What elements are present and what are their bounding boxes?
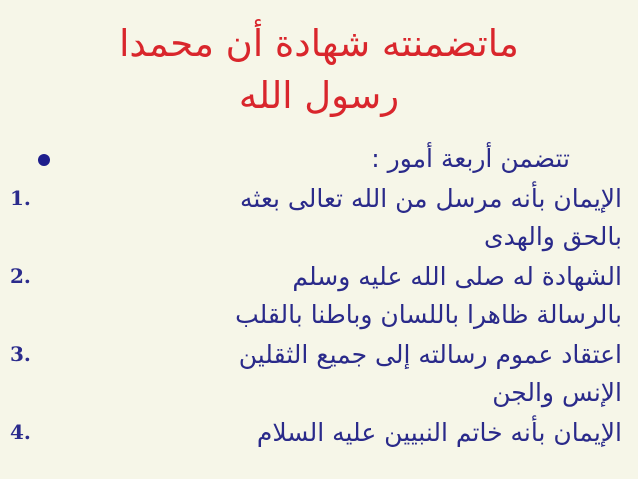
list-item-4 bbox=[10, 414, 622, 452]
item-1-line-1: الإيمان بأنه مرسل من الله تعالى بعثه bbox=[240, 184, 622, 213]
slide-body bbox=[10, 140, 622, 454]
item-2-line-1: الشهادة له صلى الله عليه وسلم bbox=[292, 262, 622, 291]
intro-row bbox=[10, 140, 622, 180]
slide-title bbox=[30, 18, 608, 122]
item-3-line-1: اعتقاد عموم رسالته إلى جميع الثقلين bbox=[238, 340, 622, 369]
item-4-text bbox=[50, 414, 622, 452]
list-item-3 bbox=[10, 336, 622, 412]
item-2-text bbox=[50, 258, 622, 334]
item-1-line-2: بالحق والهدى bbox=[484, 222, 622, 251]
bullet-dot-icon bbox=[10, 140, 50, 180]
title-line-1: ماتضمنته شهادة أن محمدا bbox=[119, 22, 519, 65]
list-item-1 bbox=[10, 180, 622, 256]
item-4-line-1: الإيمان بأنه خاتم النبيين عليه السلام bbox=[256, 418, 622, 447]
item-2-number: 2. bbox=[10, 264, 31, 288]
item-3-text bbox=[50, 336, 622, 412]
item-1-number: 1. bbox=[10, 186, 31, 210]
intro-text: تتضمن أربعة أمور : bbox=[371, 144, 570, 173]
title-line-2: رسول الله bbox=[238, 74, 400, 117]
item-2-line-2: بالرسالة ظاهرا باللسان وباطنا بالقلب bbox=[235, 300, 622, 329]
list-item-2 bbox=[10, 258, 622, 334]
item-3-number: 3. bbox=[10, 342, 31, 366]
item-4-number: 4. bbox=[10, 420, 31, 444]
item-1-text bbox=[50, 180, 622, 256]
item-3-line-2: الإنس والجن bbox=[492, 378, 622, 407]
